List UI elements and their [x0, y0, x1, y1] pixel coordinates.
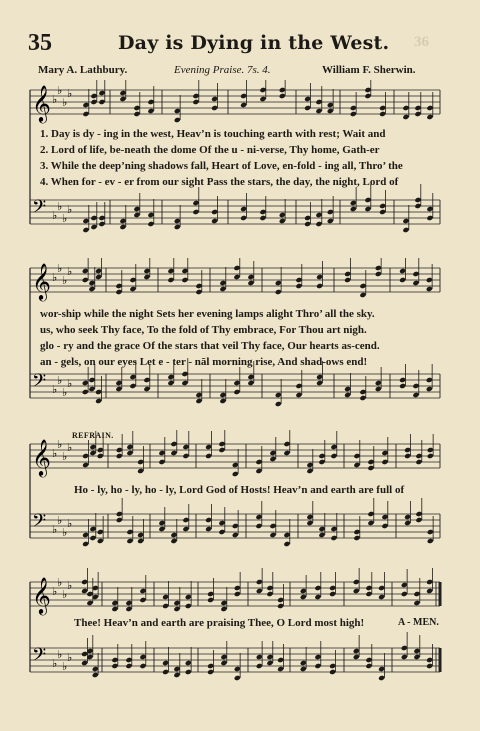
verse-line: wor-ship while the night Sets her evening lamps alight Thro’ all the sky. [40, 308, 375, 320]
staff [30, 568, 440, 615]
staff [30, 632, 440, 681]
flat-icon: ♭ [57, 200, 63, 213]
staff [30, 184, 440, 233]
flat-icon: ♭ [52, 209, 58, 222]
flat-icon: ♭ [52, 447, 58, 460]
flat-icon: ♭ [52, 523, 58, 536]
flat-icon: ♭ [57, 438, 63, 451]
flat-icon: ♭ [62, 660, 68, 673]
hymn-number: 35 [28, 30, 52, 56]
flat-icon: ♭ [52, 657, 58, 670]
bass-clef-icon: 𝄢 [32, 371, 47, 396]
flat-icon: ♭ [62, 96, 68, 109]
bleed-through-number: 36 [414, 34, 429, 50]
flat-icon: ♭ [67, 377, 73, 390]
flat-icon: ♭ [67, 203, 73, 216]
staff [30, 498, 440, 547]
flat-icon: ♭ [52, 383, 58, 396]
flat-icon: ♭ [62, 386, 68, 399]
verse-line: 2. Lord of life, be-neath the dome Of the u - ni-verse, Thy home, Gath-er [40, 144, 380, 156]
treble-clef-icon: 𝄞 [32, 576, 51, 614]
flat-icon: ♭ [57, 262, 63, 275]
hymn-title: Day is Dying in the West. [118, 32, 390, 54]
flat-icon: ♭ [57, 374, 63, 387]
bass-clef-icon: 𝄢 [32, 645, 47, 670]
flat-icon: ♭ [62, 526, 68, 539]
music-system-4 [0, 568, 480, 698]
music-system-3 [0, 430, 480, 570]
verse-line: an - gels, on our eyes Let e - ter - nāl morning rise, And shad-ows end! [40, 356, 368, 368]
verse-lyrics-1 [40, 126, 446, 190]
staff [30, 430, 440, 477]
flat-icon: ♭ [67, 651, 73, 664]
treble-clef-icon: 𝄞 [32, 262, 51, 300]
refrain-label: REFRAIN. [72, 431, 114, 440]
flat-icon: ♭ [62, 274, 68, 287]
flat-icon: ♭ [57, 648, 63, 661]
flat-icon: ♭ [67, 517, 73, 530]
bass-clef-icon: 𝄢 [32, 197, 47, 222]
flat-icon: ♭ [67, 87, 73, 100]
flat-icon: ♭ [57, 84, 63, 97]
flat-icon: ♭ [57, 514, 63, 527]
flat-icon: ♭ [57, 576, 63, 589]
flat-icon: ♭ [62, 212, 68, 225]
verse-lyrics-2 [40, 306, 446, 370]
composer-credit: William F. Sherwin. [322, 64, 416, 76]
verse-line: 4. When for - ev - er from our sight Pass the stars, the day, the night, Lord of [40, 176, 399, 188]
flat-icon: ♭ [67, 579, 73, 592]
flat-icon: ♭ [67, 441, 73, 454]
amen-text: A - MEN. [398, 617, 439, 628]
treble-clef-icon: 𝄞 [32, 438, 51, 476]
flat-icon: ♭ [67, 265, 73, 278]
final-lyrics: Thee! Heav’n and earth are praising Thee, O Lord most high! [74, 617, 365, 629]
staff [30, 80, 440, 123]
staff [30, 258, 440, 301]
verse-line: us, who seek Thy face, To the fold of Thy embrace, For Thou art nigh. [40, 324, 367, 336]
flat-icon: ♭ [52, 271, 58, 284]
flat-icon: ♭ [52, 585, 58, 598]
tune-name: Evening Praise. 7s. 4. [174, 64, 271, 76]
verse-line: 3. While the deep’ning shadows fall, Heart of Love, en-fold - ing all, Thro’ the [40, 160, 403, 172]
verse-line: 1. Day is dy - ing in the west, Heav’n is touching earth with rest; Wait and [40, 128, 386, 140]
bass-clef-icon: 𝄢 [32, 511, 47, 536]
refrain-lyrics: Ho - ly, ho - ly, ho - ly, Lord God of Hosts! Heav’n and earth are full of [74, 484, 405, 496]
flat-icon: ♭ [62, 588, 68, 601]
author-credit: Mary A. Lathbury. [38, 64, 128, 76]
treble-clef-icon: 𝄞 [32, 84, 51, 122]
flat-icon: ♭ [52, 93, 58, 106]
flat-icon: ♭ [62, 450, 68, 463]
verse-line: glo - ry and the grace Of the stars that veil Thy face, Our hearts as-cend. [40, 340, 380, 352]
